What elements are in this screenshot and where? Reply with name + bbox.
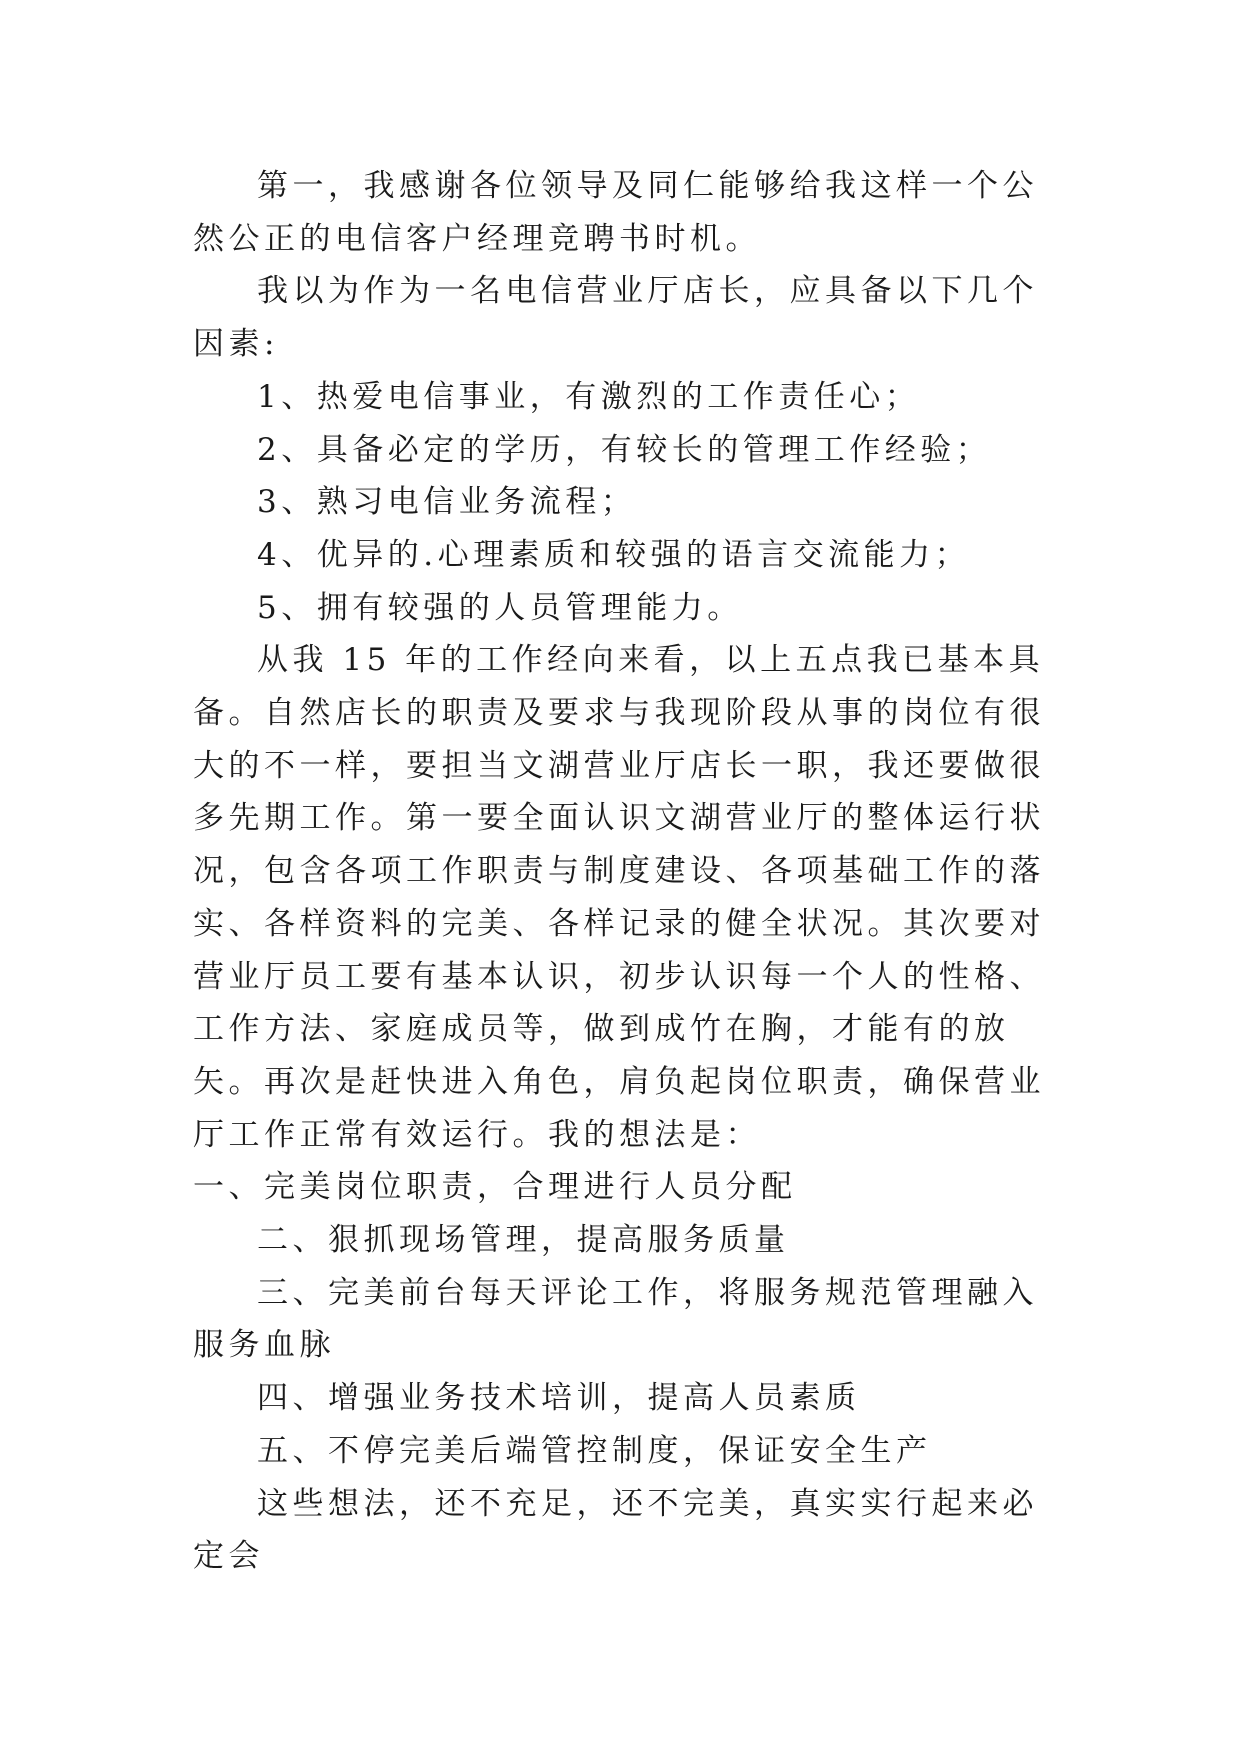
paragraph-experience: 从我 15 年的工作经向来看，以上五点我已基本具备。自然店长的职责及要求与我现阶段从事的岗位有很大的不一样，要担当文湖营业厅店长一职，我还要做很多先期工作。第一要全面认识文湖营业厅的整体运行状况，包含各项工作职责与制度建设、各项基础工作的落实、各样资料的完美、各样记录的健全状况。其次要对营业厅员工要有基本认识，初步认识每一个人的性格、工作方法、家庭成员等，做到成竹在胸，才能有的放矢。再次是赶快进入角色，肩负起岗位职责，确保营业厅工作正常有效运行。我的想法是： bbox=[193, 642, 1045, 1153]
paragraph-requirements-intro: 我以为作为一名电信营业厅店长，应具备以下几个因素: bbox=[193, 273, 1038, 363]
list-item-requirement-2: 2、具备必定的学历，有较长的管理工作经验； bbox=[257, 431, 992, 468]
list-item-requirement-5: 5、拥有较强的人员管理能力。 bbox=[257, 589, 743, 626]
plan-item-5: 五、不停完美后端管控制度，保证安全生产 bbox=[257, 1432, 932, 1469]
list-item-requirement-3: 3、熟习电信业务流程； bbox=[257, 484, 637, 521]
document-body bbox=[193, 160, 1048, 1583]
plan-item-1: 一、完美岗位职责，合理进行人员分配 bbox=[193, 1169, 797, 1206]
plan-item-2: 二、狠抓现场管理，提高服务质量 bbox=[257, 1222, 790, 1259]
plan-item-4: 四、增强业务技术培训，提高人员素质 bbox=[257, 1380, 861, 1417]
plan-item-3: 三、完美前台每天评论工作，将服务规范管理融入服务血脉 bbox=[193, 1274, 1038, 1364]
paragraph-closing: 这些想法，还不充足，还不完美，真实实行起来必定会 bbox=[193, 1485, 1038, 1575]
paragraph-opening-thanks: 第一，我感谢各位领导及同仁能够给我这样一个公然公正的电信客户经理竞聘书时机。 bbox=[193, 168, 1038, 257]
list-item-requirement-1: 1、热爱电信事业，有激烈的工作责任心； bbox=[257, 378, 921, 415]
list-item-requirement-4: 4、优异的.心理素质和较强的语言交流能力； bbox=[257, 536, 971, 573]
